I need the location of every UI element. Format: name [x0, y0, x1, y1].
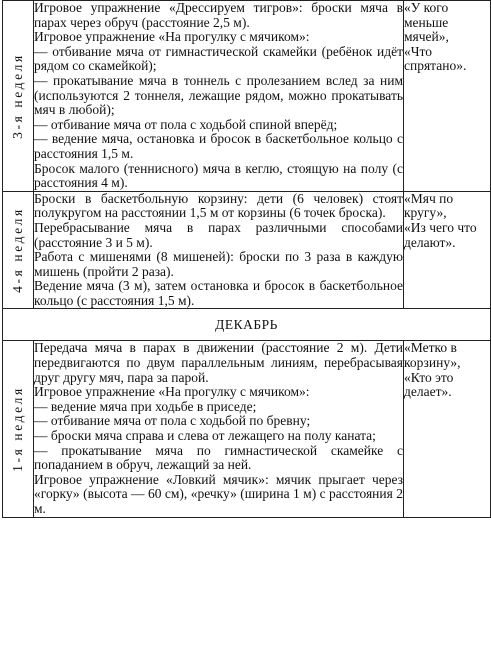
exercise-paragraph: Передача мяча в парах в движении (расстояние 2 м). Дети передвигаются по двум параллельным линиям, перебрасывая друг другу мяч, пара за парой.: [34, 340, 403, 385]
exercise-paragraph: — прокатывание мяча по гимнастической скамейке с попаданием в обруч, лежащий за ней.: [34, 442, 403, 473]
exercise-paragraph: Броски в баскетбольную корзину: дети (6 человек) стоят полукругом на расстоянии 1,5 м от корзины (6 точек броска).: [34, 190, 403, 221]
game-name: «Метко в корзину»,: [404, 340, 461, 371]
exercise-paragraph: Ведение мяча (3 м), затем остановка и бросок в баскетбольное кольцо (с расстояния 1,5 м).: [34, 278, 403, 308]
exercise-paragraph: — отбивание мяча от гимнастической скамейки (ребёнок идёт рядом со скамейкой);: [34, 43, 403, 74]
exercise-paragraph: — броски мяча справа и слева от лежащего на полу каната;: [34, 428, 376, 444]
exercise-paragraph: Игровое упражнение «Дрессируем тигров»: броски мяча в парах через обруч (расстояние 2,5 м).: [34, 0, 403, 30]
week-label: 1-я неделя: [10, 386, 25, 472]
exercise-paragraph: Бросок малого (теннисного) мяча в кеглю, стоящую на полу (с расстояния 4 м).: [34, 160, 403, 191]
week-cell: [3, 191, 34, 309]
exercises-cell: [34, 341, 404, 517]
game-name: «Кто это делает».: [404, 369, 454, 400]
exercise-paragraph: Перебрасывание мяча в парах различными способами (расстояние 3 и 5 м).: [34, 219, 403, 250]
games-cell: [404, 1, 491, 192]
week-label: 4-я неделя: [10, 207, 25, 293]
game-name: «Мяч по кругу»,: [404, 190, 454, 221]
month-header: ДЕКАБРЬ: [3, 309, 491, 341]
game-name: «Что спрятано».: [404, 43, 467, 74]
exercise-paragraph: Работа с мишенями (8 мишеней): броски по 3 раза в каждую мишень (пройти 2 раза).: [34, 249, 403, 279]
exercises-cell: [34, 1, 404, 192]
lesson-plan-table: [2, 0, 491, 518]
month-row: [3, 309, 491, 341]
exercise-paragraph: Игровое упражнение «Ловкий мячик»: мячик прыгает через «горку» (высота — 60 см), «речку» (ширина 1 м) с расстояния 2 м.: [34, 471, 403, 516]
table-row: [3, 1, 491, 192]
week-cell: [3, 341, 34, 517]
table-row: [3, 191, 491, 309]
game-name: «Из чего что делают».: [404, 219, 477, 250]
week-cell: [3, 1, 34, 192]
exercise-paragraph: — отбивание мяча от пола с ходьбой спиной вперёд;: [34, 116, 338, 132]
exercise-paragraph: Игровое упражнение «На прогулку с мячиком»:: [34, 384, 310, 400]
game-name: «У кого меньше мячей»,: [404, 0, 449, 45]
exercise-paragraph: — ведение мяча, остановка и бросок в баскетбольное кольцо с расстояния 1,5 м.: [34, 131, 403, 161]
exercises-cell: [34, 191, 404, 309]
games-cell: [404, 191, 491, 309]
exercise-paragraph: Игровое упражнение «На прогулку с мячиком»:: [34, 29, 310, 45]
exercise-paragraph: — отбивание мяча от пола с ходьбой по бревну;: [34, 413, 311, 429]
table-row: [3, 341, 491, 517]
games-cell: [404, 341, 491, 517]
exercise-paragraph: — ведение мяча при ходьбе в приседе;: [34, 398, 257, 414]
week-label: 3-я неделя: [10, 53, 25, 139]
exercise-paragraph: — прокатывание мяча в тоннель с пролезанием вслед за ним (используются 2 тоннеля, лежащие рядом, можно прокатывать мяч в любой);: [34, 72, 403, 118]
